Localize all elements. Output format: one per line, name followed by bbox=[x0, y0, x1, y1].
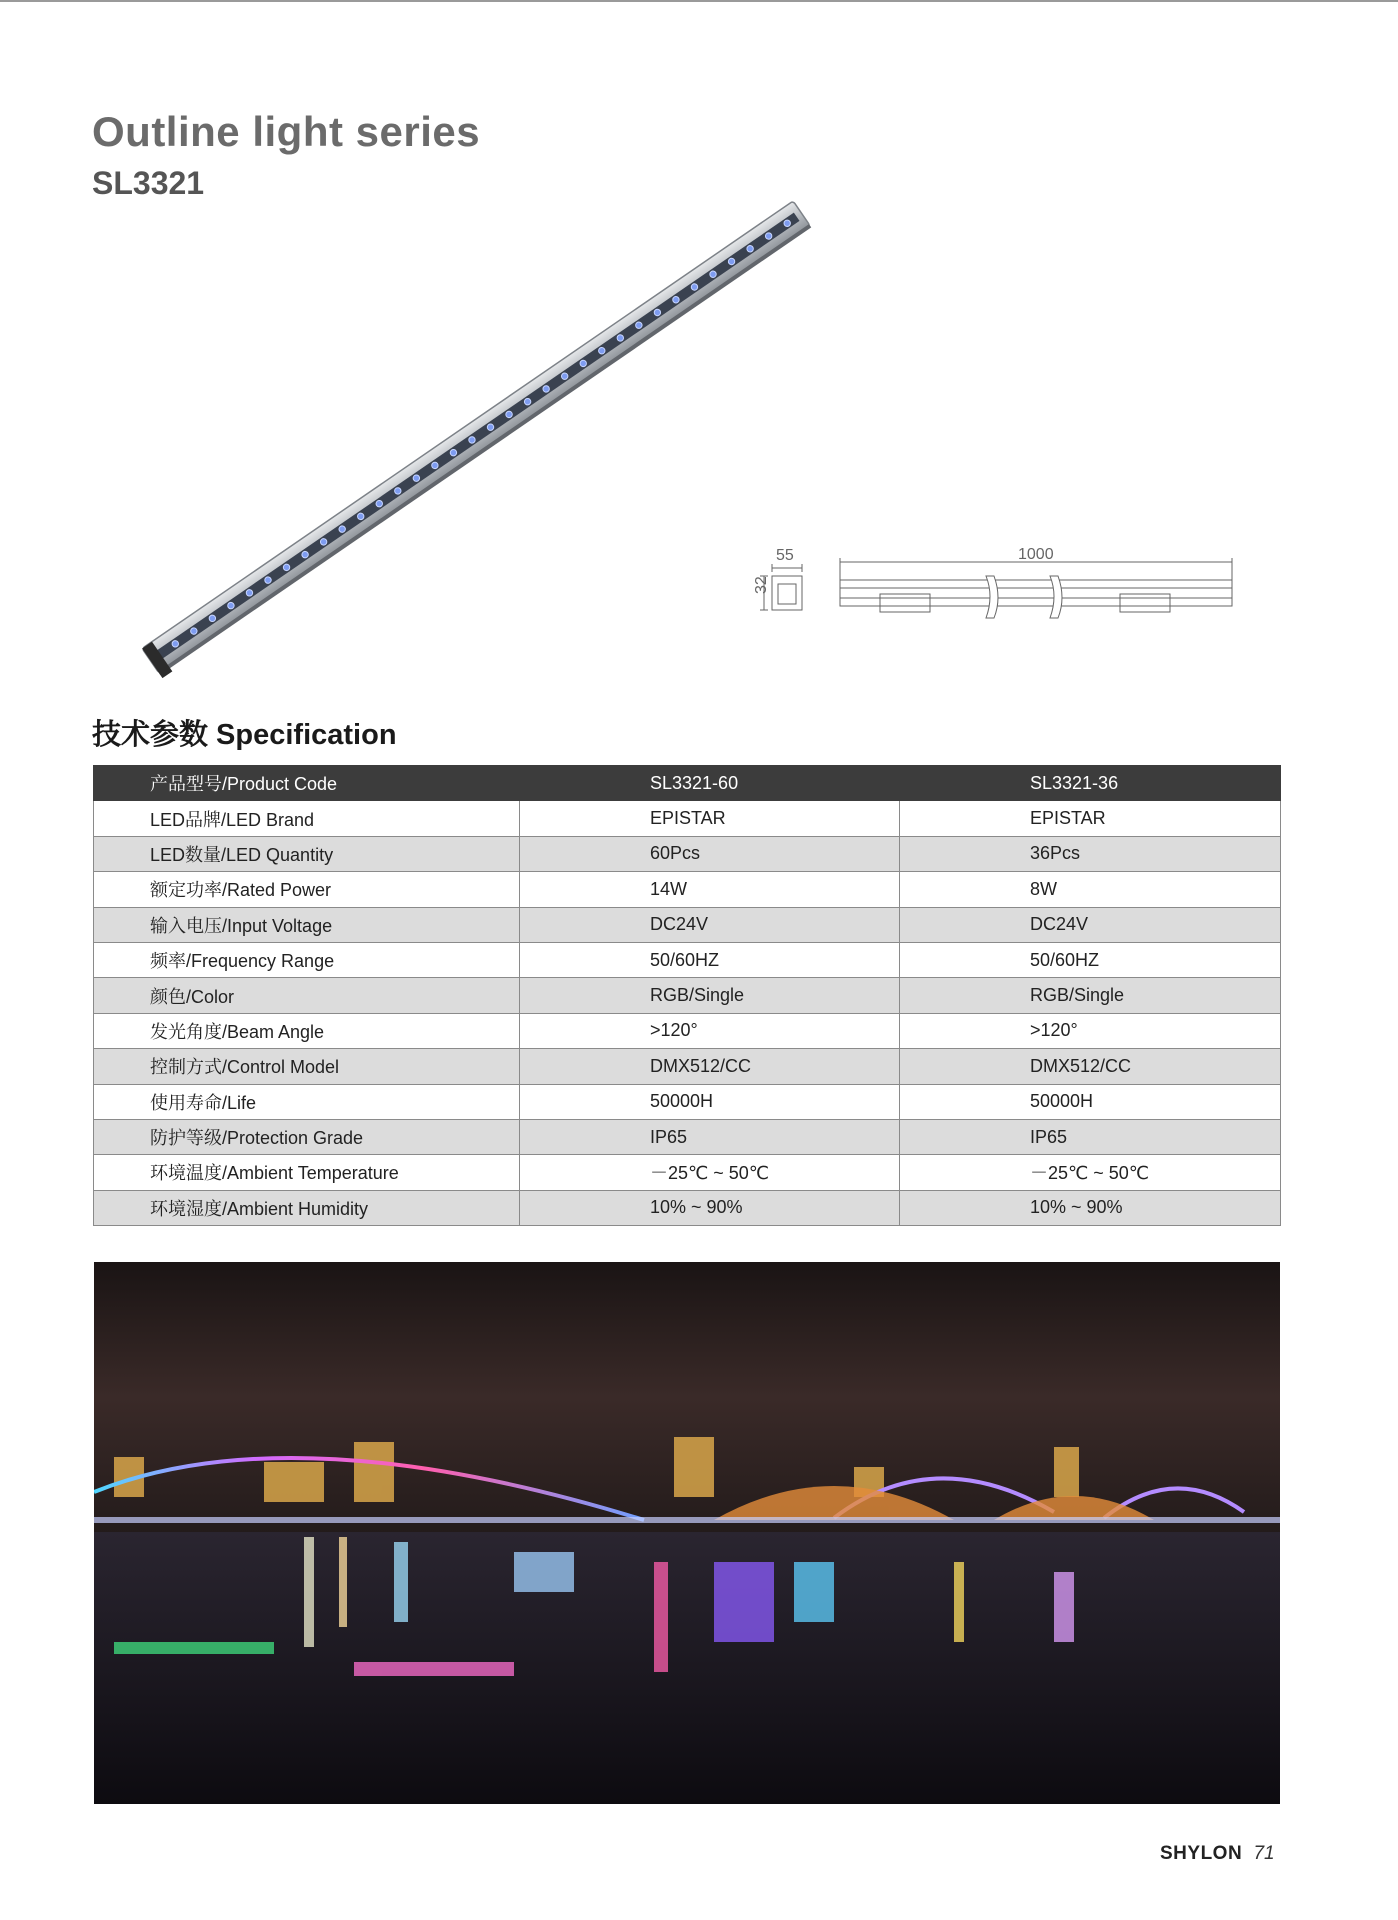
spec-param-cell: 产品型号/Product Code bbox=[94, 766, 520, 801]
spec-row bbox=[94, 907, 1281, 942]
spec-value-cell: 50000H bbox=[900, 1084, 1281, 1119]
spec-param-cell: 环境湿度/Ambient Humidity bbox=[94, 1190, 520, 1225]
brand-name: SHYLON bbox=[1160, 1843, 1243, 1864]
bridge-night-photo bbox=[94, 1262, 1280, 1804]
spec-header-row bbox=[94, 766, 1281, 801]
spec-row bbox=[94, 836, 1281, 871]
spec-value-cell: 50000H bbox=[520, 1084, 900, 1119]
spec-row bbox=[94, 1084, 1281, 1119]
spec-value-cell: 10% ~ 90% bbox=[520, 1190, 900, 1225]
spec-param-cell: 颜色/Color bbox=[94, 978, 520, 1013]
spec-row bbox=[94, 978, 1281, 1013]
model-number: SL3321 bbox=[92, 165, 205, 201]
spec-value-cell: 60Pcs bbox=[520, 836, 900, 871]
spec-param-cell: 环境温度/Ambient Temperature bbox=[94, 1155, 520, 1190]
spec-value-cell: 50/60HZ bbox=[900, 942, 1281, 977]
spec-value-cell: DMX512/CC bbox=[520, 1049, 900, 1084]
spec-row bbox=[94, 872, 1281, 907]
product-photo bbox=[140, 180, 820, 680]
spec-row bbox=[94, 1190, 1281, 1225]
spec-value-cell: EPISTAR bbox=[900, 801, 1281, 836]
spec-param-cell: LED数量/LED Quantity bbox=[94, 836, 520, 871]
spec-value-cell: SL3321-36 bbox=[900, 766, 1281, 801]
spec-value-cell: DC24V bbox=[520, 907, 900, 942]
spec-param-cell: 频率/Frequency Range bbox=[94, 942, 520, 977]
spec-value-cell: DMX512/CC bbox=[900, 1049, 1281, 1084]
spec-row bbox=[94, 1119, 1281, 1154]
spec-param-cell: 额定功率/Rated Power bbox=[94, 872, 520, 907]
top-rule bbox=[0, 0, 1398, 2]
spec-value-cell: EPISTAR bbox=[520, 801, 900, 836]
spec-value-cell: 10% ~ 90% bbox=[900, 1190, 1281, 1225]
spec-value-cell: －25℃ ~ 50℃ bbox=[520, 1155, 900, 1190]
spec-value-cell: >120° bbox=[900, 1013, 1281, 1048]
page-footer bbox=[1160, 1843, 1275, 1865]
dimension-drawing bbox=[720, 540, 1240, 630]
spec-param-cell: 输入电压/Input Voltage bbox=[94, 907, 520, 942]
spec-value-cell: >120° bbox=[520, 1013, 900, 1048]
height-dimension: 32 bbox=[753, 576, 770, 594]
spec-value-cell: IP65 bbox=[900, 1119, 1281, 1154]
spec-param-cell: 防护等级/Protection Grade bbox=[94, 1119, 520, 1154]
spec-value-cell: 14W bbox=[520, 872, 900, 907]
spec-table bbox=[93, 765, 1281, 1226]
spec-value-cell: SL3321-60 bbox=[520, 766, 900, 801]
spec-param-cell: 控制方式/Control Model bbox=[94, 1049, 520, 1084]
spec-row bbox=[94, 1013, 1281, 1048]
spec-value-cell: 50/60HZ bbox=[520, 942, 900, 977]
spec-value-cell: 36Pcs bbox=[900, 836, 1281, 871]
width-dimension: 55 bbox=[776, 547, 794, 564]
spec-value-cell: －25℃ ~ 50℃ bbox=[900, 1155, 1281, 1190]
spec-value-cell: DC24V bbox=[900, 907, 1281, 942]
page-title: Outline light series bbox=[92, 108, 481, 155]
spec-value-cell: RGB/Single bbox=[900, 978, 1281, 1013]
spec-value-cell: 8W bbox=[900, 872, 1281, 907]
spec-param-cell: 发光角度/Beam Angle bbox=[94, 1013, 520, 1048]
page-number: 71 bbox=[1253, 1843, 1275, 1864]
spec-value-cell: IP65 bbox=[520, 1119, 900, 1154]
spec-heading: 技术参数 Specification bbox=[92, 719, 397, 751]
spec-row bbox=[94, 1049, 1281, 1084]
length-dimension: 1000 bbox=[1018, 546, 1054, 563]
spec-param-cell: 使用寿命/Life bbox=[94, 1084, 520, 1119]
spec-param-cell: LED品牌/LED Brand bbox=[94, 801, 520, 836]
spec-value-cell: RGB/Single bbox=[520, 978, 900, 1013]
spec-row bbox=[94, 1155, 1281, 1190]
spec-row bbox=[94, 942, 1281, 977]
spec-row bbox=[94, 801, 1281, 836]
